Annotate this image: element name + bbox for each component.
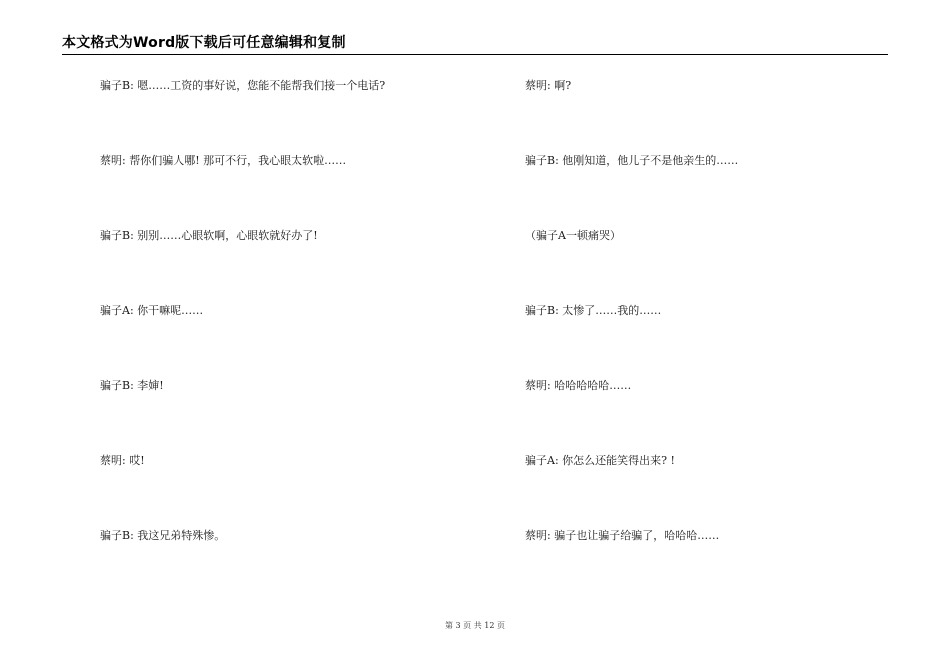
dialogue-line: 骗子B: 嗯……工资的事好说，您能不能帮我们接一个电话? [100,79,386,92]
dialogue-line: 蔡明: 哎! [100,454,145,467]
dialogue-line: 蔡明: 哈哈哈哈哈…… [525,379,632,392]
dialogue-line: 骗子B: 太惨了……我的…… [525,304,662,317]
page-header [62,34,888,55]
dialogue-line: 骗子B: 他刚知道，他儿子不是他亲生的…… [525,154,739,167]
header-title: 本文格式为Word版下载后可任意编辑和复制 [62,35,346,51]
dialogue-line: 骗子B: 别别……心眼软啊，心眼软就好办了! [100,229,318,242]
left-column [100,74,490,599]
dialogue-line: 蔡明: 帮你们骗人哪! 那可不行，我心眼太软啦…… [100,154,347,167]
page-number: 第 3 页 共 12 页 [445,621,505,630]
dialogue-line: 骗子B: 我这兄弟特殊惨。 [100,529,226,542]
right-column [525,74,905,599]
dialogue-line: 骗子A: 你怎么还能笑得出来? ! [525,454,675,467]
dialogue-line: 骗子A: 你干嘛呢…… [100,304,204,317]
dialogue-line: 蔡明: 骗子也让骗子给骗了，哈哈哈…… [525,529,720,542]
dialogue-line: 蔡明: 啊? [525,79,572,92]
dialogue-line: 骗子B: 李婶! [100,379,164,392]
stage-direction: （骗子A一顿痛哭） [525,229,621,242]
